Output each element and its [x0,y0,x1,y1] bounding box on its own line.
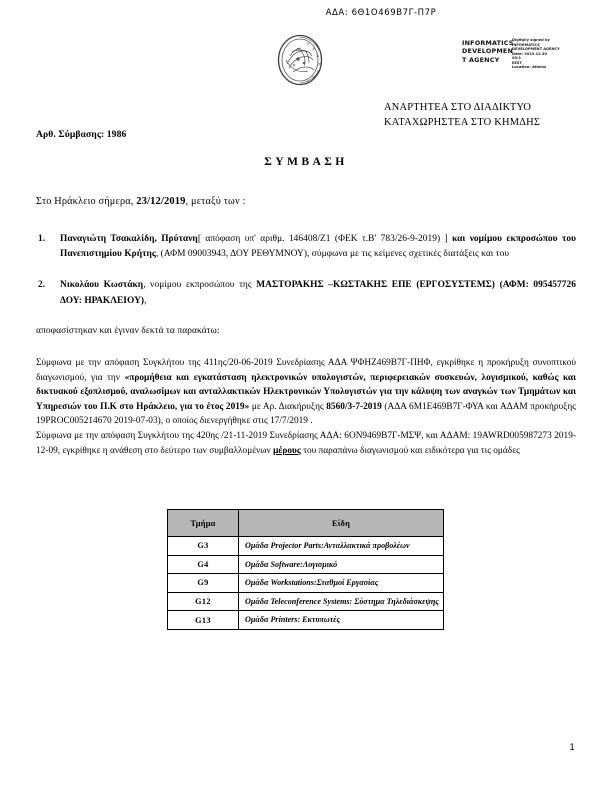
signature-line-1: Digitally signed by [512,38,550,42]
paragraph-tender-approval [36,356,576,429]
column-header-code: Τμήμα [168,510,239,537]
signature-line-5: 09:1 [512,56,521,60]
party-number: 1. [38,234,46,244]
group-description: Ομάδα Software:Λογισμικό [239,555,444,574]
contract-date: 23/12/2019 [136,196,186,207]
signature-line-6: EEST [512,60,522,65]
signature-line-3: DEVELOPMENT AGENCY [512,47,560,51]
agency-line-2: DEVELOPMEN [462,47,514,56]
publication-notices [384,101,540,130]
notice-kimdis: ΚΑΤΑΧΩΡΗΣΤΕΑ ΣΤΟ ΚΗΜΔΗΣ [384,116,541,128]
table-row [168,555,444,574]
intro-suffix: , μεταξύ των : [185,196,246,207]
university-seal-icon [277,34,323,86]
award-groups-text: του παραπάνω διαγωνισμού και ειδικότερα για τις ομάδες [303,445,520,456]
tender-decree-label: με Αρ. Διακήρυξης [251,401,324,412]
party-decision-ref: [ απόφαση υπ' αριθμ. 146408/Ζ1 (ΦΕΚ τ.Β' 783/26-9-2019) ] [197,234,448,244]
svg-text:Ρ: Ρ [315,54,320,59]
svg-text:Κ: Κ [311,46,316,52]
column-header-items: Είδη [239,510,444,537]
group-description: Ομάδα Printers: Εκτυπωτές [239,611,444,630]
document-header [0,33,612,93]
groups-table-header [168,510,444,537]
contract-number: Αρθ. Σύμβασης: 1986 [36,129,127,140]
table-row [168,574,444,593]
award-party-emphasis: μέρους [273,445,301,456]
list-item [36,232,576,262]
group-description: Ομάδα Projector Parts:Ανταλλακτικά προβολέων [239,537,444,556]
groups-table-body [168,537,444,630]
document-title: ΣΥΜΒΑΣΗ [264,155,348,168]
contracting-parties-list [36,232,576,325]
party-number: 2. [38,280,46,291]
tender-adam-reference: (ΑΔΑ 6Μ1Ε469Β7Γ-ΦΥΑ και ΑΔΑΜ προκήρυξης 19PROC005214670 2019-07-03), ο οποίος διενεργήθηκε στις 17/7/2019 . [36,401,576,427]
group-description: Ομάδα Teleconference Systems: Σύστημα Τηλεδιάσκεψης [239,592,444,611]
list-item [36,278,576,308]
award-decision-text: Σύμφωνα με την απόφαση Συγκλήτου της 420ης /21-11-2019 Συνεδρίασης ΑΔΑ: 6ΟΝ9469Β7Γ-ΜΣΨ, και ΑΔΑΜ: 19AWRD005987273 2019-12-09, εγκρίθηκε η ανάθεση στο δεύτερο των συμβαλλομένων [36,430,576,456]
agency-line-3: T AGENCY [462,55,500,64]
signature-line-4: Date: 2019.12.30 [512,51,547,56]
party-company: ΜΑΣΤΟΡΑΚΗΣ –ΚΩΣΤΑΚΗΣ ΕΠΕ (ΕΡΓΟΣΥΣΤΕΜΣ) (ΑΦΜ: 095457726 ΔΟΥ: ΗΡΑΚΛΕΙΟΥ) [60,280,576,306]
notice-diavgeia: ΑΝΑΡΤΗΤΕΑ ΣΤΟ ΔΙΑΔΙΚΤΥΟ [384,102,532,113]
party-tail: , [144,295,147,306]
idika-agency-name [462,39,514,64]
svg-text:Η: Η [317,62,322,67]
group-description: Ομάδα Workstations:Σταθμοί Εργασίας [239,574,444,593]
svg-text:Π: Π [305,41,311,47]
signature-line-7: Location: Athens [512,65,547,69]
party-role: και νομίμου εκπροσώπου του Πανεπιστημίου Κρήτης [60,234,576,260]
accepted-statement: αποφασίστηκαν και έγιναν δεκτά τα παρακάτω: [36,326,220,336]
group-code: G3 [168,537,239,556]
table-row [168,592,444,611]
tender-approval-intro: Σύμφωνα με την απόφαση Συγκλήτου της 411ης/20-06-2019 Συνεδρίασης ΑΔΑ ΨΦΗΖ469Β7Γ-ΠΗΦ, εγκρίθηκε η προκήρυξη συνοπτικού διαγωνισμού, για την [36,358,576,383]
ada-header-code: ΑΔΑ: 6Θ1Ο469Β7Γ-Π7Ρ [325,8,437,18]
intro-prefix: Στο Ηράκλειο σήμερα, [36,196,134,207]
agency-line-1: INFORMATICS [462,39,514,47]
party-name: Παναγιώτη Τσακαλίδη, Πρύτανη [60,234,198,244]
paragraph-award-decision [36,429,576,458]
party-tax-info: , (ΑΦΜ 09003943, ΔΟΥ ΡΕΘΥΜΝΟΥ), σύμφωνα με τις κείμενες σχετικές διατάξεις και του [155,249,510,260]
body-paragraphs [36,356,576,458]
party-role: , νομίμου εκπροσώπου της [143,280,252,291]
table-row [168,537,444,556]
signature-line-2: INFORMATICS [512,42,540,47]
group-code: G9 [168,574,239,593]
intro-line [36,196,246,207]
digital-signature-stamp [512,38,568,70]
tender-subject: «προμήθεια και εγκατάσταση ηλεκτρονικών υπολογιστών, περιφερειακών συσκευών, λογισμικού, καθώς και δικτυακού εξοπλισμού, αναλωσίμων και ανταλλακτικών Ηλεκτρονικών Υπολογιστών για την κάλυψη των αναγκών των Τμημάτων και Υπηρεσιών του Π.Κ στο Ηράκλειο, για το έτος 2019» [36,372,576,412]
tender-decree-number: 8560/3-7-2019 [326,401,382,412]
page-number: 1 [569,743,575,753]
table-header-row [168,510,444,537]
group-code: G13 [168,611,239,630]
table-row [168,611,444,630]
svg-text:Σ: Σ [305,79,311,84]
party-name: Νικολάου Κωστάκη [60,280,144,291]
group-code: G12 [168,592,239,611]
svg-text:Η: Η [311,75,316,80]
svg-text:Τ: Τ [315,69,320,73]
groups-table [167,509,444,630]
group-code: G4 [168,555,239,574]
